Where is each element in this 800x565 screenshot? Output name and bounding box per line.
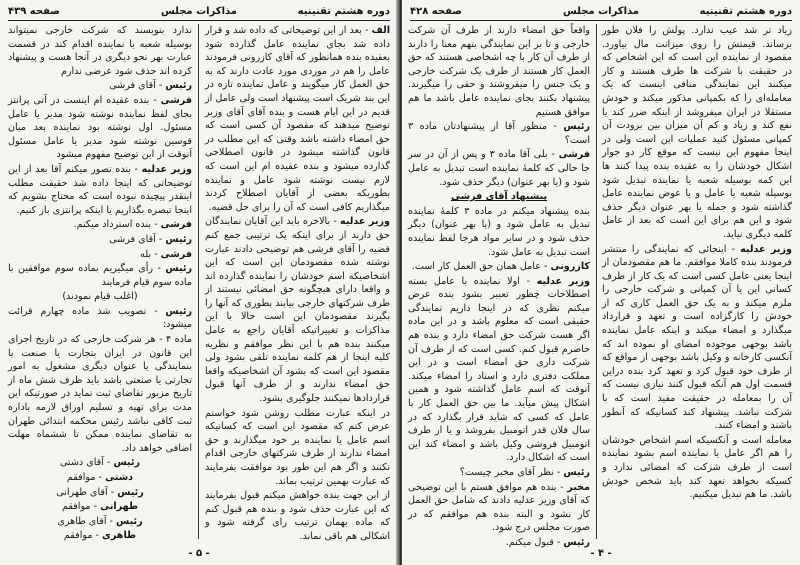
paragraph-text: معامله است و آنکسیکه اسم اشخاص خودشان را هم اگر عامل یا نماینده اسم بشود نماینده است از طرف شرکت که امضائی ندارد و کسیکه بخواهد تعهد کند باید شخص خودش باشد. ما هم تبدیل میکنیم. <box>602 434 792 501</box>
paragraph-text: - بله <box>140 248 161 260</box>
paragraph-text: - نظر آقای مخبر چیست؟ <box>459 467 564 478</box>
paragraph <box>8 94 192 162</box>
paragraph <box>408 205 590 259</box>
speaker-name: کازرونی <box>550 261 590 273</box>
header-title: مذاکرات مجلس <box>562 6 640 17</box>
paragraph <box>8 24 192 78</box>
paragraph-text: - تصویب شد ماده چهارم قرائت میشود: <box>8 305 192 331</box>
page-number: صفحه ۴۲۸ <box>410 6 462 17</box>
speaker-name: رئیس <box>165 305 192 317</box>
paragraph <box>205 215 390 405</box>
speaker-name: رئیس <box>165 80 192 92</box>
page-header <box>410 4 792 21</box>
paragraph-text: - اولا نماینده با عامل بسته اصطلاحات چطور تعبیر بشود بنده عرض میکنم نظری که در اینجا داریم نمایندگی حقیقی است که معلوم باشد و در این ماده اگر هست شرکت حق امضاء دارد و بنده هم حاضرم قبول کنم. کسی است که از طرف آن شرکت داری حق امضاء است و در این مملکت دفتری دارد و اسناد را امضاء میکند. آنوقت که اسم عامل گذاشته شود و همین اشکال پیش میآید. ما بین حق العمل کار با عامل که کسی که شاید قرار بگذارد که در سال فلان قدر اتومبیل بفروشد و یا از طرف اتومبیل فروشی وکیل باشد و امضاء کند این است که اشکال دارد. <box>408 275 590 464</box>
paragraph-text: - بعد از این توضیحاتی که داده شد و قرار داده شد بجای نماینده عامل گذارده شود بعقیده بنده همانطور که آقای کازرونی فرمودند عامل را هم در موردی مورد عادت دارند که به حق العمل کار میگویند و عامل نماینده تازه در این بند شریک است پیشنهاد است ولی عامل از قدیم در این ایام هست و بنده آقای آقای وزیر توضیح میدهند که مقصود آن کسی است که حق امضاء داشته باشد وقتی که این مطلب در قانون گذاشته میشود در قانون اصطلاحی گذارده میشود و بنده عقیده ام این است که لازم نیست نوشته شود عامل و نماینده بطوریکه بعضی از آقایان اصطلاح کردند میگذاریم کافی است که آن را برای حل قضیه. <box>204 25 390 213</box>
paragraph-text: - بنده استرداد میکنم. <box>73 219 161 231</box>
header-title: مذاکرات مجلس <box>160 6 238 17</box>
paragraph <box>8 262 192 289</box>
paragraph-text: (اغلب قیام نمودند) <box>62 291 138 303</box>
paragraph <box>408 24 590 119</box>
paragraph <box>408 275 590 465</box>
paragraph <box>8 456 192 470</box>
paragraph <box>8 333 192 455</box>
speaker-name: مخبر <box>567 481 590 493</box>
speaker-name: رئیس <box>165 233 192 245</box>
column-left <box>8 24 192 542</box>
paragraph-text: - بالاخره باید این آقایان نمایندگان حق دارند از برای اینکه یک ترتیبی جمع کنم قضیه را آقای فرشی هم توضیحی دادند عبارت نوشته شده مقصودمان این است که این اشخاصیکه اسم خودشان را نماینده گذارده اند و واقعا دارای هیچگونه حق امضائی نیستند از طرف شرکتهای خارجی بیایند بطوری که آنها را بگیرند مقصودمان این است حالا با این مذاکرات و تغییراتیکه آقایان راجع به عامل میکنند بنده هم با این نظر موافقم و نظریه کلیه اینجا از هم کلمه نماینده تلقی بشود ولی مقصود این است که بشود آن اشخاصیکه واقعا حق امضاء ندارند و از طرف آنها قبول قراردادها نمیکنند جلوگیری بشود. <box>205 216 390 405</box>
page-428 <box>402 0 800 565</box>
section-heading <box>408 190 590 204</box>
paragraph-text: - رأی میگیریم بماده سوم موافقین با ماده سوم قیام فرمایند <box>8 263 192 288</box>
paragraph <box>8 233 192 247</box>
paragraph <box>8 305 192 332</box>
paragraph-text: پیشنهاد آقای فرشی <box>450 191 548 203</box>
speaker-name: طهرانی <box>100 501 139 513</box>
speaker-name: وزیر عدلیه <box>740 243 792 255</box>
speaker-name: فرشی <box>160 219 192 231</box>
column-divider <box>198 24 199 539</box>
paragraph <box>602 243 792 433</box>
column-right <box>204 24 390 542</box>
paragraph <box>8 163 192 217</box>
paragraph-text: ندارد بنویسند که شرکت خارجی نمیتواند بوسیله شعبه یا نماینده اقدام کند در قسمت عبارت بهر نحو دیگری در آنجا هست و پیشنهاد کرده اند حذف شود عرضی ندارم <box>8 25 192 77</box>
page-number: صفحه ۴۳۹ <box>8 6 60 17</box>
paragraph <box>602 24 792 242</box>
speaker-name: الف <box>371 25 390 36</box>
column-left <box>408 24 591 548</box>
paragraph-text: - بنده هم موافق هستم با این توضیحی که آقای وزیر عدلیه دادند که شامل حق العمل کار نشود و البته بنده هم موافقم که در صورت مجلس درج شود. <box>408 481 590 534</box>
paragraph <box>8 486 192 500</box>
speaker-name: دشتی <box>105 472 134 483</box>
speaker-name: وزیر عدلیه <box>536 275 590 287</box>
paragraph <box>8 529 192 543</box>
paragraph-text: - آقای فرشی <box>109 80 166 92</box>
column-divider <box>596 24 597 539</box>
paragraph <box>205 489 390 543</box>
page-header <box>8 4 390 21</box>
paragraph-text: در اینکه عبارت مطلب روشن شود خواستم عرض کنم که مقصود این است که کسانیکه اسم عامل یا نماینده بر خود میگذارند و حق امضاء ندارند از طرف شرکتهای خارجی اقدام نکنند و اگر هم این طور بود موافقت بفرمایند که عبارت بهمین ترتیب بماند. <box>205 407 390 487</box>
speaker-name: طاهری <box>102 530 137 542</box>
paragraph <box>408 260 590 274</box>
speaker-name: رئیس <box>563 121 590 133</box>
speaker-name: فرشی <box>160 248 192 260</box>
speaker-name: فرشی <box>160 94 192 106</box>
paragraph <box>8 79 192 93</box>
paragraph <box>8 471 192 485</box>
paragraph-text: - آقای طاهری <box>57 515 117 527</box>
paragraph <box>408 466 590 480</box>
paragraph-text: - موافقم <box>66 472 106 483</box>
paragraph-text: - آقای طهرانی <box>56 486 118 498</box>
speaker-name: رئیس <box>113 457 141 469</box>
paragraph <box>8 218 192 232</box>
paragraph-text: - بنده تصور میکنم آقا بعد از این توضیحاتی که اینجا داده شد حقیقت مطلب اینقدر پیچیده نبوده است که محتاج بشویم که اینجا تبصره بگذاریم یا اینکه پرانتزی باز کنیم. <box>8 163 192 216</box>
paragraph <box>408 120 590 147</box>
paragraph-text: - اینجائی که نمایندگی را منتشر فرمودند بنده کاملا موافقم. ما هم مقصودمان از اینجا یعنی عامل کسی است که یک کار از طرف کسانی این یا آن کمپانی و شرکت خارجی را ملزم میکند و به یک حق العمل کاری که از خودش را کارگزاده است و تعهد و قرارداد میگذارد و امضاء میکند و اینکه عامل نماینده باشد بوجهی موجوده امضای او نموده اند که آنکسی کارخانه و وکیل باشد بوجهی از مواقع که از طرف خود قبول کرد و تعهد کرد بنده دراین قسمت اول هم آنکه قبول کنند نیازی نیست که آن را بمعامله در حقیقت مفید است که با شرکت نباشد. پیشنهاد کند کسانیکه که آنطور باشند و امضاء کنند. <box>602 243 792 432</box>
paragraph-text: - بنده عقیده ام اینست در آتی پرانتز بجای لفظ نماینده نوشته شود مدیر یا عامل مسئول. اول نوشته بود نماینده بعد میان قوسین نوشته شود مدیر یا عامل مسئول آنوقت از این توضیح مفهوم میشود <box>8 94 192 161</box>
speaker-name: فرشی <box>558 149 591 161</box>
speaker-name: وزیر عدلیه <box>141 163 192 175</box>
paragraph <box>8 500 192 514</box>
paragraph <box>205 407 390 489</box>
paragraph <box>8 290 192 304</box>
page-footer: - ۴ - <box>590 548 612 559</box>
paragraph-text: واقعاً حق امضاء دارند از طرف آن شرکت خارجی و تا بر این نمایندگی بتهم معنا را دارند از طرف آن کار با چه اشخاصی هستند که حق العمل کار هستند از طرف یک شرکت خارجی و یک جنس را میفروشند و حقی را میگیرند. پیشنهاد بکنند بجای نماینده عامل باشد ما هم موافق هستیم <box>408 25 590 118</box>
paragraph-text: - موافقم <box>63 530 103 542</box>
speaker-name: رئیس <box>117 486 144 498</box>
paragraph-text: از این جهت بنده خواهش میکنم قبول بفرمایند که این عبارت حذف شود و بنده هم قبول کنم که ماده بهمان ترتیب رای گرفته شود و اشکالی هم باقی نماند. <box>205 490 390 542</box>
paragraph-text: - بلی آقا ماده ۳ و پس از آن در سر جا حالی که کلمهٔ نماینده است تبدیل به عامل شود و (یا بهر عنوان) دیگر حذف شود. <box>408 149 590 188</box>
paragraph-text: - موافقم <box>61 501 101 513</box>
paragraph <box>408 481 590 535</box>
paragraph-text: - عامل همان حق العمل کار است. <box>411 261 551 273</box>
paragraph <box>8 515 192 529</box>
paragraph-text: - قبول میکنم. <box>505 536 564 548</box>
speaker-name: رئیس <box>165 263 192 275</box>
page-footer: - ۵ - <box>188 548 210 559</box>
paragraph-text: بنده پیشنهاد میکنم در ماده ۳ کلمهٔ نماینده تبدیل به عامل شود و (یا بهر عنوان) دیگر حذف شود و در سایر مواد هرجا لفظ نماینده است تبدیل به عامل شود. <box>408 205 590 258</box>
paragraph <box>205 24 390 214</box>
session-label: دوره هشتم تقنینیه <box>699 6 792 17</box>
speaker-name: رئیس <box>563 467 590 478</box>
paragraph-text: زیاد تر شد عیب ندارد. پولش را فلان طور برساند. قیمتش را روی میزانت مال بیاورد. مقصود از نماینده این است که این اشخاص که در حقیقت با شرکت ها طرف هستند و کار میکنند این نمایندگی منافی اینست که یک معامله‌ای را که بکمپانی مذکور میکند و خودش مستقلا در ایران میفروشد از اینکه ضرر کند یا نفع کند و زیاد و کم آن میزان بین برودت آن کمپانی مسئول کنید عملیات این است ولی در اینجا مفهوم این نیست که موقع کار دو جوار اشکال خودشان را به عقیده بنده پیدا کنند ها این کمه بوسیله شعبه یا نماینده تبدیل شود بوسیله شعبه یا عامل و یا عوض نماینده عامل گذاشته شود و جمله یا بهر عنوان دیگر حذف شود و این هم برای این است که بعد از عامل کلمه دیگری نیاید. <box>602 25 792 240</box>
speaker-name: رئیس <box>563 536 590 548</box>
paragraph-text: - آقای فرشی <box>109 233 166 245</box>
speaker-name: وزیر عدلیه <box>340 216 390 228</box>
column-right <box>602 24 792 539</box>
paragraph-text: ماده ۴ - هر شرکت خارجی که در تاریخ اجرای این قانون در ایران بتجارت یا صنعت یا بنمایندگی یا عنوان دیگری مشغول به امور تجارتی یا صنعتی باشد باید ظرف شش ماه از تاریخ مزبور تقاضای ثبت نماید در صورتیکه این مدت برای تهیه و تسلیم اوراق لازمه باداره ثبت کافی نباشد رئیس محکمه ابتدائی طهران به تقاضای نماینده ممکن تا ششماه مهلت اضافی خواهد داد. <box>8 334 192 454</box>
paragraph-text: - منظور آقا از پیشنهادتان ماده ۳ است؟ <box>408 121 590 146</box>
paragraph <box>8 248 192 262</box>
paragraph-text: - آقای دشتی <box>59 457 114 469</box>
paragraph <box>408 148 590 189</box>
paragraph <box>602 434 792 502</box>
speaker-name: رئیس <box>116 515 143 527</box>
session-label: دوره هشتم تقنینیه <box>297 6 390 17</box>
page-439 <box>0 0 398 565</box>
